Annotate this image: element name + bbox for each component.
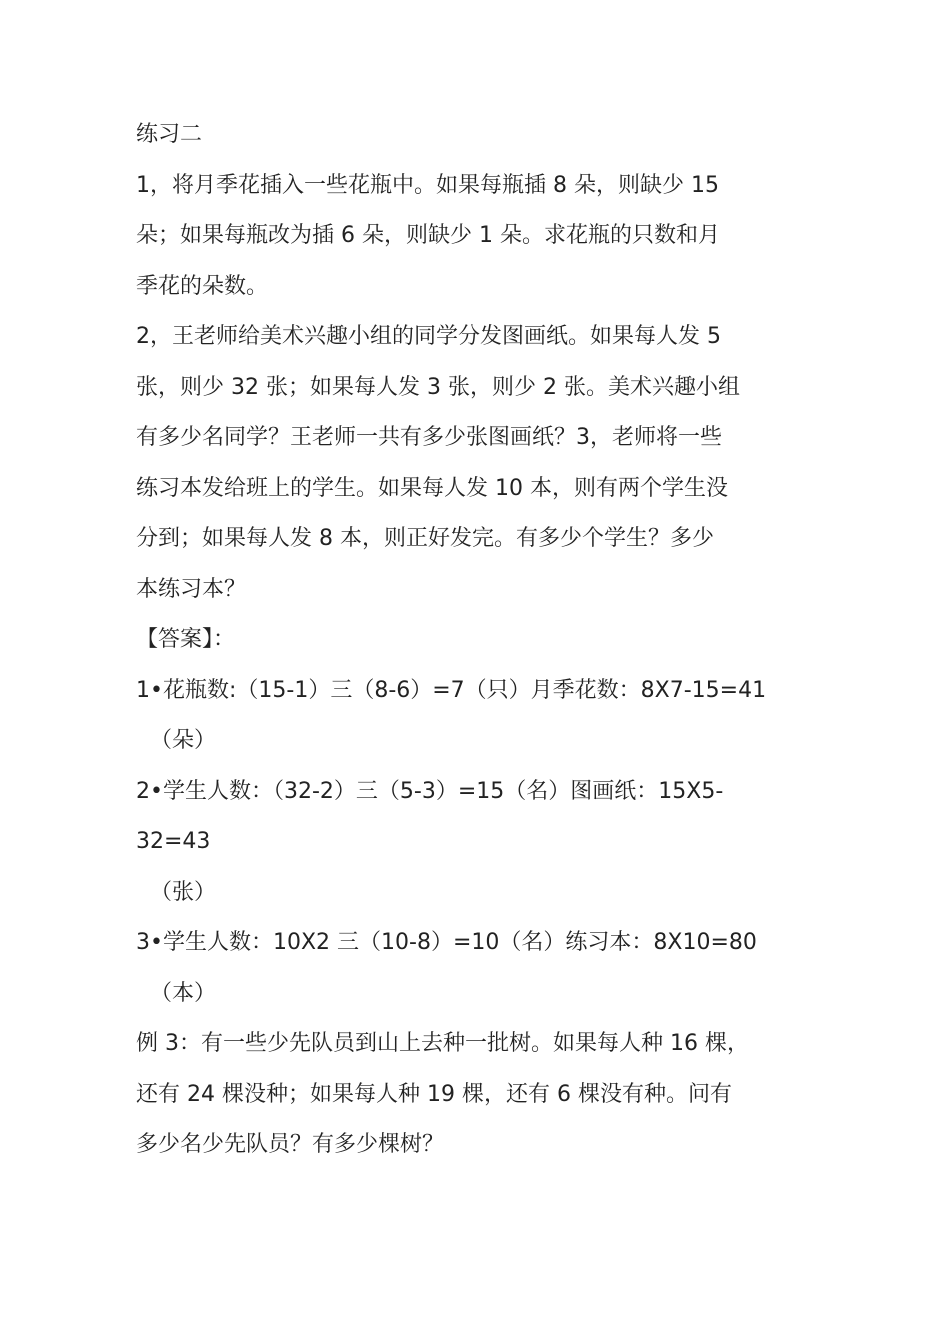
answer-heading: 【答案】： (136, 627, 236, 652)
problem-3-line-3: 本练习本？ (136, 576, 247, 602)
answer-2-line-2: 32=43 (136, 829, 211, 854)
problem-1-line-3: 季花的朵数。 (136, 273, 269, 299)
answer-2-line-1: 2•学生人数：（32-2）三（5-3）=15（名）图画纸：15X5- (136, 778, 724, 804)
document-title: 练习二 (136, 122, 203, 147)
answer-1-unit: （朵） (150, 728, 217, 753)
example-3-line-1: 例 3：有一些少先队员到山上去种一批树。如果每人种 16 棵， (136, 1031, 749, 1056)
answer-3-unit: （本） (150, 980, 217, 1006)
problem-1-line-1: 1，将月季花插入一些花瓶中。如果每瓶插 8 朵，则缺少 15 (136, 172, 719, 198)
document-content (136, 110, 826, 1171)
answer-3-line-1: 3•学生人数：10X2 三（10-8）=10（名）练习本：8X10=80 (136, 930, 757, 955)
problem-3-line-1: 练习本发给班上的学生。如果每人发 10 本，则有两个学生没 (136, 475, 728, 501)
answer-2-unit: （张） (150, 879, 217, 905)
problem-2-line-1: 2，王老师给美术兴趣小组的同学分发图画纸。如果每人发 5 (136, 324, 721, 349)
example-3-line-3: 多少名少先队员？有多少棵树？ (136, 1132, 445, 1157)
problem-2-line-2: 张，则少 32 张；如果每人发 3 张，则少 2 张。美术兴趣小组 (136, 374, 740, 400)
problem-1-line-2: 朵；如果每瓶改为插 6 朵，则缺少 1 朵。求花瓶的只数和月 (136, 223, 720, 248)
problem-3-line-2: 分到；如果每人发 8 本，则正好发完。有多少个学生？多少 (136, 526, 714, 551)
problem-2-line-3: 有多少名同学？王老师一共有多少张图画纸？3，老师将一些 (136, 425, 722, 450)
answer-1-line-1: 1•花瓶数:（15-1）三（8-6）=7（只）月季花数：8X7-15=41 (136, 677, 767, 703)
example-3-line-2: 还有 24 棵没种；如果每人种 19 棵，还有 6 棵没有种。问有 (136, 1081, 732, 1107)
